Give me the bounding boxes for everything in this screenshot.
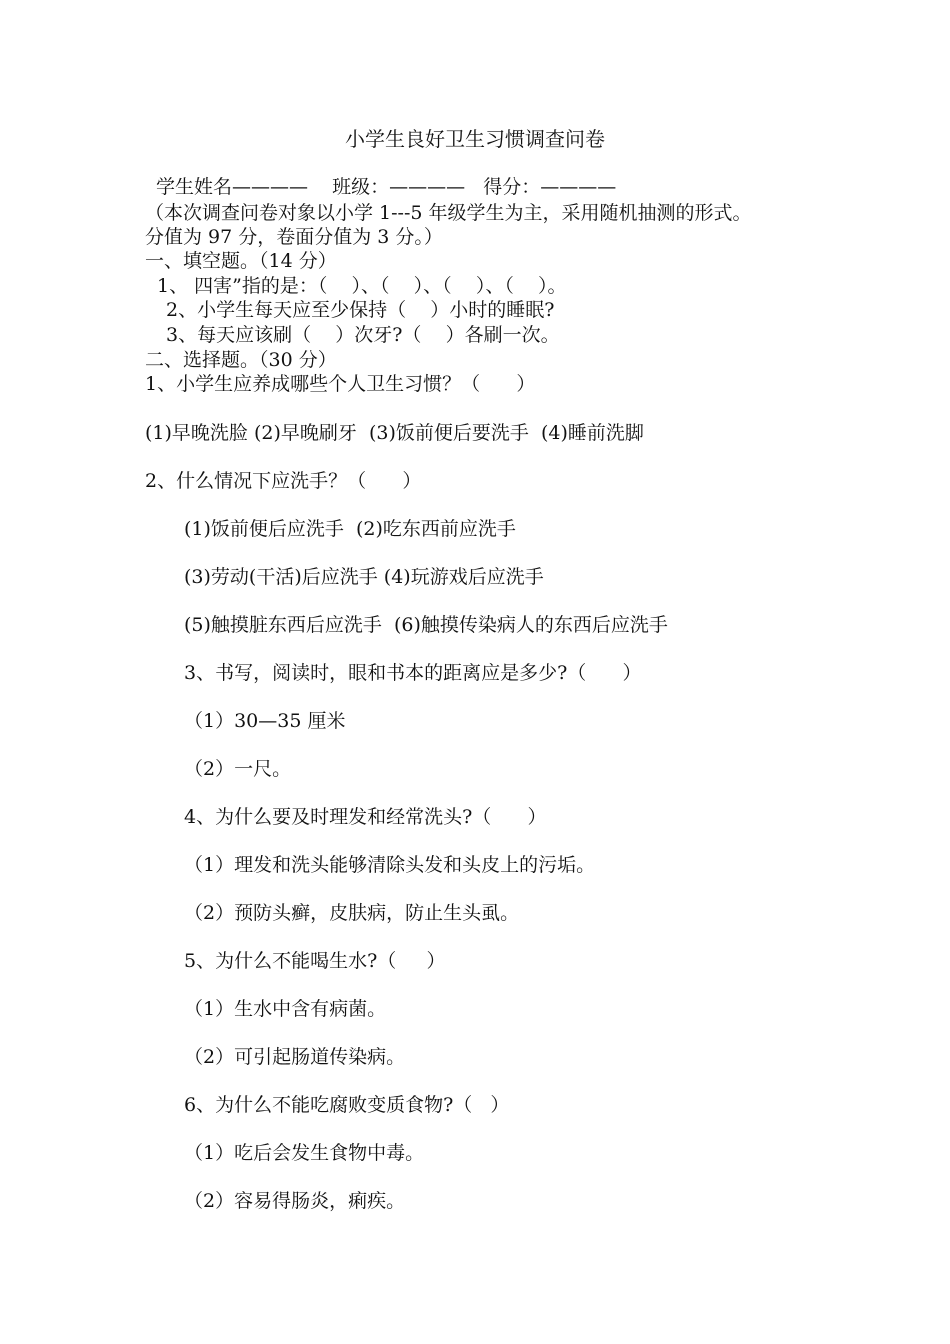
choice-question-5: 5、为什么不能喝生水?（ ） — [184, 950, 446, 972]
choice-question-4-option-1: （1）理发和洗头能够清除头发和头皮上的污垢。 — [184, 854, 596, 876]
choice-question-3-option-2: （2）一尺。 — [184, 758, 292, 780]
choice-question-2-options-c: (5)触摸脏东西后应洗手 (6)触摸传染病人的东西后应洗手 — [184, 614, 668, 636]
choice-question-3-option-1: （1）30—35 厘米 — [184, 710, 346, 732]
choice-question-4-option-2: （2）预防头癣，皮肤病，防止生头虱。 — [184, 902, 520, 924]
choice-question-6-option-2: （2）容易得肠炎，痢疾。 — [184, 1190, 406, 1212]
fill-question-3: 3、每天应该刷（ ）次牙?（ ）各刷一次。 — [166, 324, 560, 346]
choice-question-1: 1、小学生应养成哪些个人卫生习惯？（ ） — [145, 373, 536, 395]
choice-question-5-option-2: （2）可引起肠道传染病。 — [184, 1046, 406, 1068]
student-info-line: 学生姓名———— 班级：———— 得分：———— — [156, 176, 617, 198]
choice-question-4: 4、为什么要及时理发和经常洗头?（ ） — [184, 806, 547, 828]
choice-question-6-option-1: （1）吃后会发生食物中毒。 — [184, 1142, 425, 1164]
section-1-heading: 一、填空题。（14 分） — [145, 250, 337, 272]
intro-line-2: 分值为 97 分，卷面分值为 3 分。） — [145, 226, 443, 248]
fill-question-2: 2、小学生每天应至少保持（ ）小时的睡眠? — [166, 299, 555, 321]
choice-question-6: 6、为什么不能吃腐败变质食物?（ ） — [184, 1094, 510, 1116]
choice-question-1-options: (1)早晚洗脸 (2)早晚刷牙 (3)饭前便后要洗手 (4)睡前洗脚 — [145, 422, 644, 444]
intro-line-1: （本次调查问卷对象以小学 1---5 年级学生为主，采用随机抽测的形式。 — [145, 202, 752, 224]
fill-question-1: 1、 四害”指的是：（ ）、（ ）、（ ）、（ ）。 — [157, 275, 567, 297]
section-2-heading: 二、选择题。（30 分） — [145, 349, 337, 371]
choice-question-2-options-b: (3)劳动(干活)后应洗手 (4)玩游戏后应洗手 — [184, 566, 544, 588]
choice-question-2: 2、什么情况下应洗手？（ ） — [145, 470, 422, 492]
choice-question-5-option-1: （1）生水中含有病菌。 — [184, 998, 387, 1020]
choice-question-3: 3、书写，阅读时，眼和书本的距离应是多少?（ ） — [184, 662, 642, 684]
document-title: 小学生良好卫生习惯调查问卷 — [345, 127, 605, 151]
choice-question-2-options-a: (1)饭前便后应洗手 (2)吃东西前应洗手 — [184, 518, 516, 540]
